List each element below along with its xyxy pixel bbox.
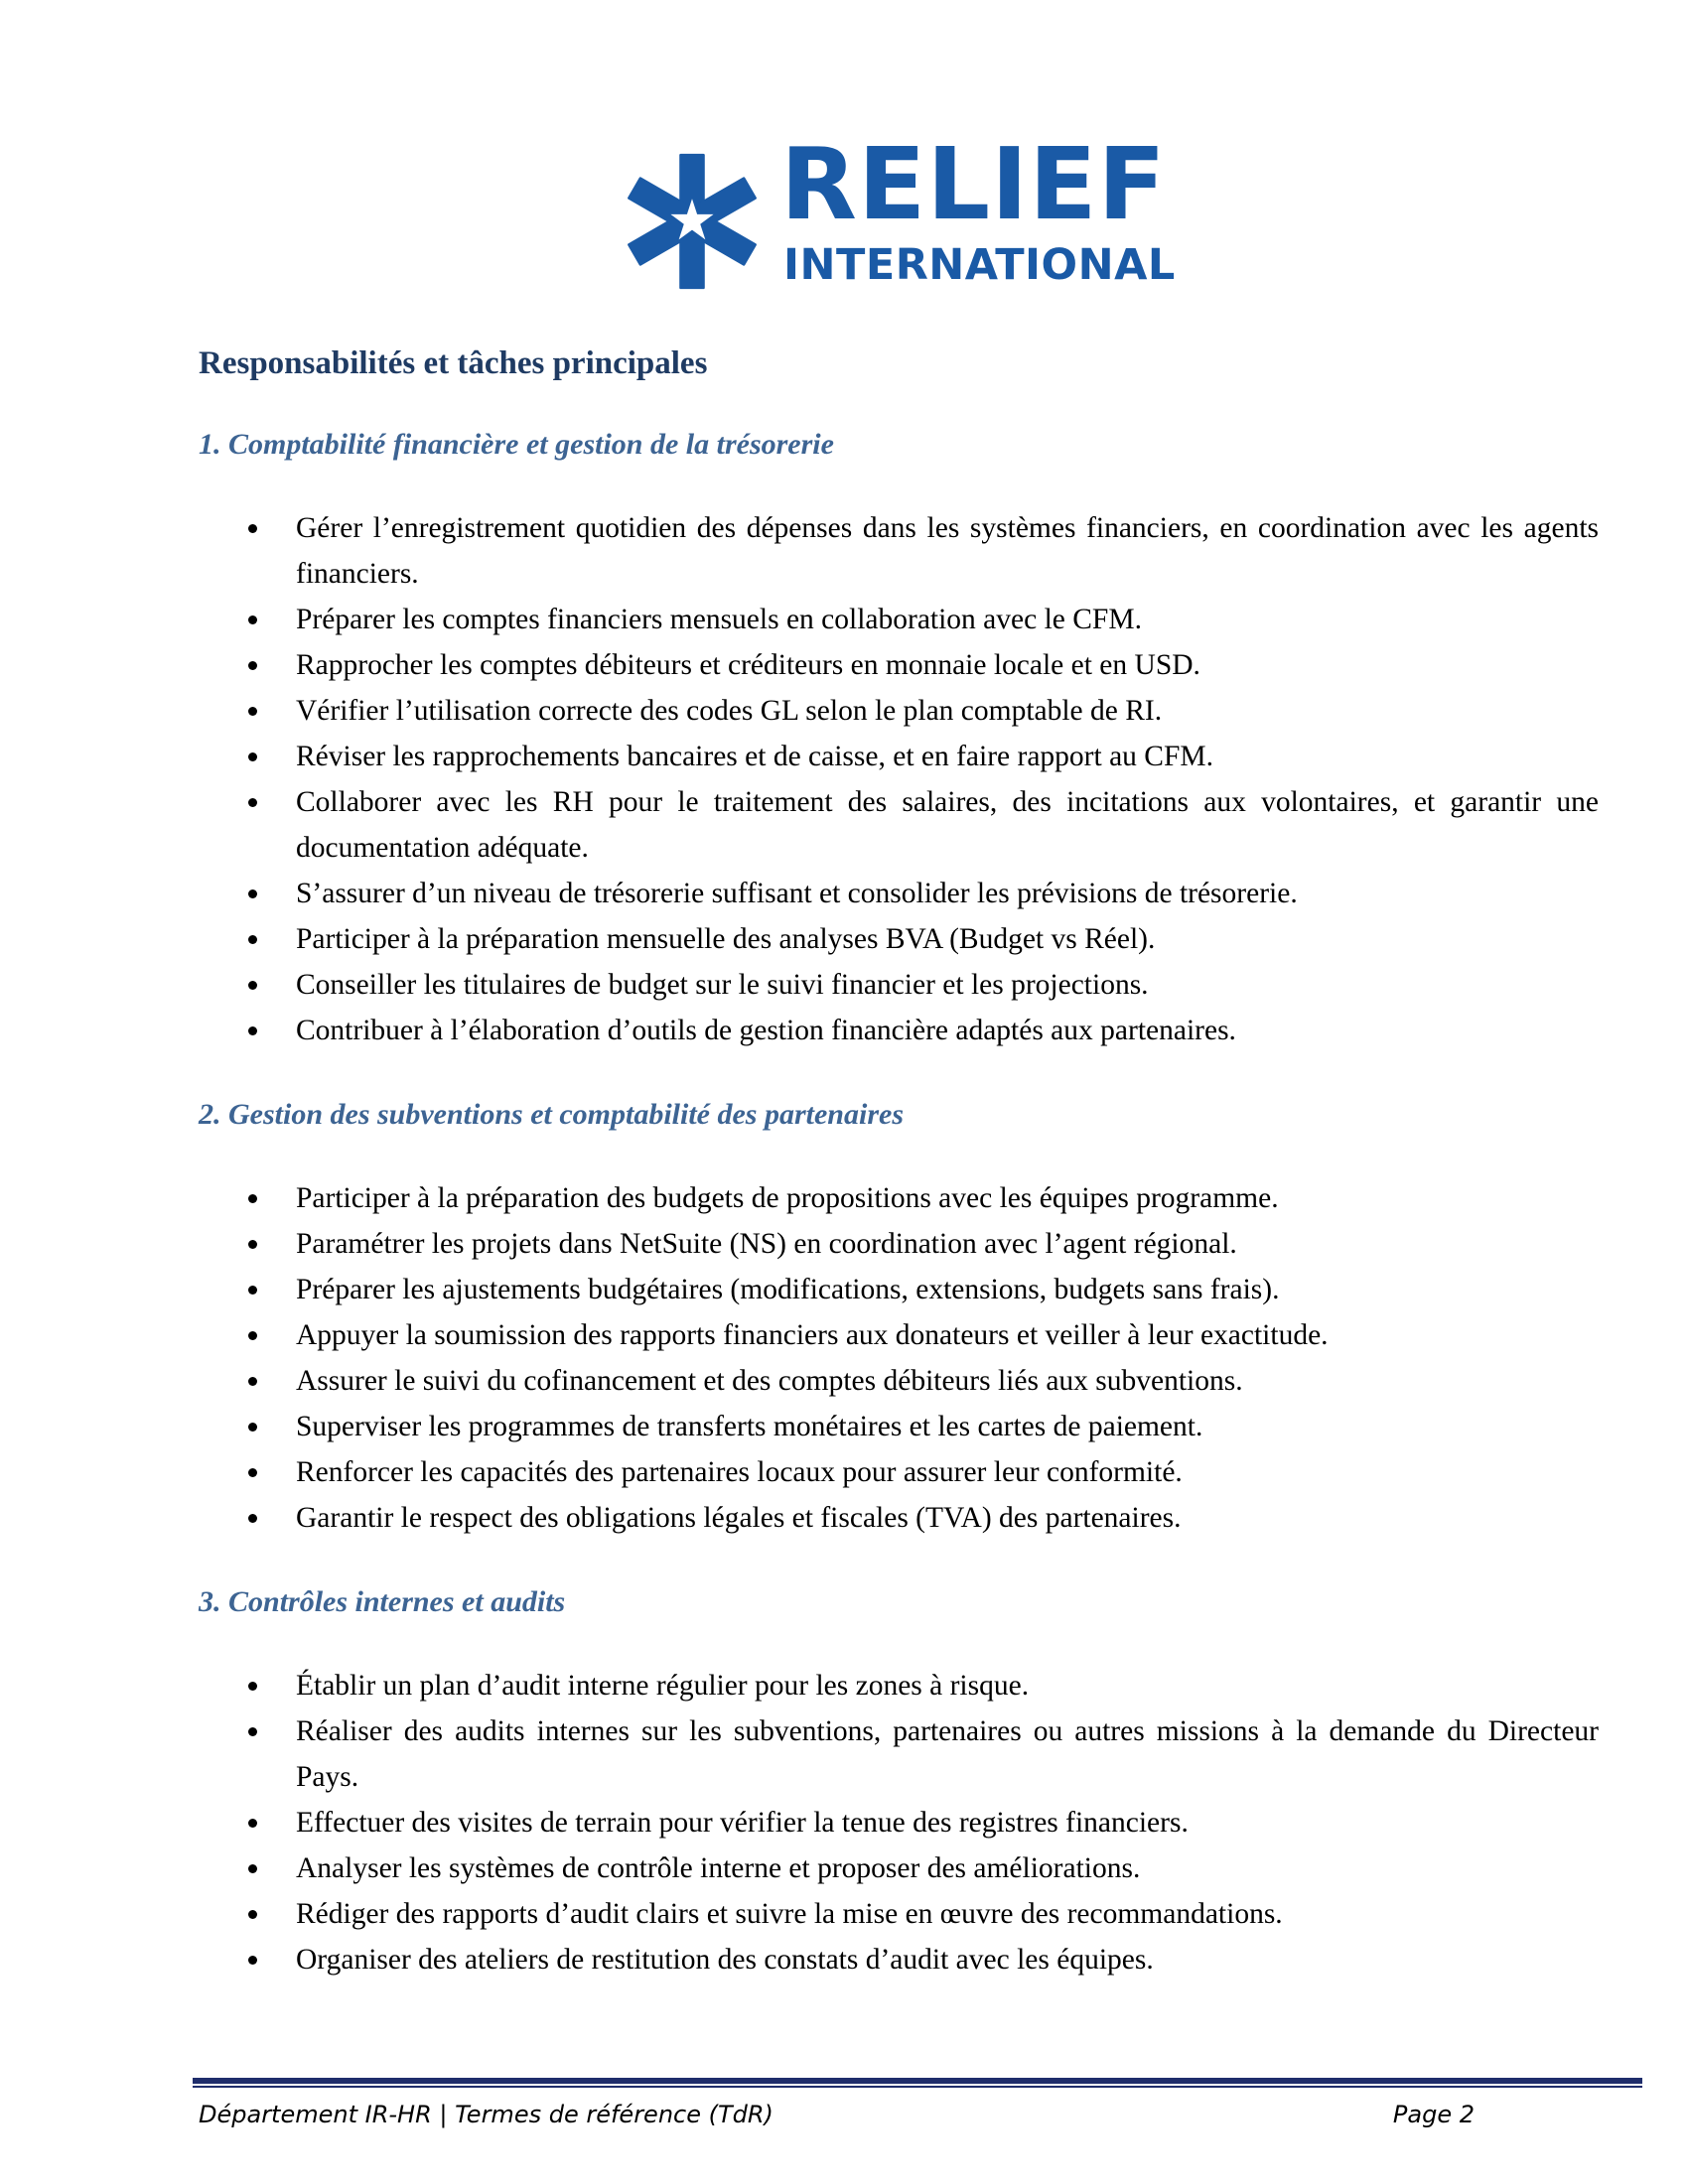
bullet-dot-icon (248, 661, 257, 670)
bullet-dot-icon (248, 1910, 257, 1919)
bullet-text: Vérifier l’utilisation correcte des codes GL selon le plan comptable de RI. (296, 694, 1163, 727)
page-title: Responsabilités et tâches principales (199, 345, 708, 381)
bullet-list (199, 1663, 1599, 1982)
bullet-dot-icon (248, 798, 257, 807)
footer-divider-thin-line (193, 2086, 1642, 2088)
bullet-text: Établir un plan d’audit interne régulier pour les zones à risque. (296, 1669, 1030, 1702)
bullet-dot-icon (248, 889, 257, 898)
bullet-text: Réviser les rapprochements bancaires et de caisse, et en faire rapport au CFM. (296, 740, 1213, 772)
bullet-item (199, 1845, 1599, 1891)
bullet-item (199, 1008, 1599, 1053)
bullet-item (199, 1891, 1599, 1937)
bullet-item (199, 1175, 1599, 1221)
bullet-dot-icon (248, 524, 257, 533)
logo-brand-text: RELIEF (780, 126, 1167, 242)
bullet-dot-icon (248, 1468, 257, 1477)
bullet-text: Organiser des ateliers de restitution des constats d’audit avec les équipes. (296, 1943, 1154, 1976)
bullet-text: Effectuer des visites de terrain pour vérifier la tenue des registres financiers. (296, 1806, 1189, 1839)
bullet-dot-icon (248, 752, 257, 761)
bullet-list (199, 1175, 1599, 1541)
bullet-dot-icon (248, 1682, 257, 1691)
bullet-dot-icon (248, 1286, 257, 1295)
bullet-item (199, 962, 1599, 1008)
bullet-item (199, 1221, 1599, 1267)
bullet-text: Participer à la préparation mensuelle des analyses BVA (Budget vs Réel). (296, 922, 1156, 955)
bullet-item (199, 1312, 1599, 1358)
bullet-text: Collaborer avec les RH pour le traitement des salaires, des incitations aux volontaires, et garantir une documentation adéquate. (296, 785, 1599, 864)
bullet-dot-icon (248, 615, 257, 624)
bullet-list (199, 505, 1599, 1053)
footer (199, 2101, 1475, 2128)
bullet-item (199, 1708, 1599, 1800)
bullet-dot-icon (248, 1514, 257, 1523)
bullet-item (199, 688, 1599, 734)
bullet-dot-icon (248, 1423, 257, 1432)
bullet-item (199, 871, 1599, 916)
bullet-dot-icon (248, 981, 257, 990)
bullet-dot-icon (248, 1377, 257, 1386)
bullet-text: Paramétrer les projets dans NetSuite (NS) en coordination avec l’agent régional. (296, 1227, 1237, 1260)
bullet-text: Renforcer les capacités des partenaires locaux pour assurer leur conformité. (296, 1455, 1183, 1488)
bullet-item (199, 1267, 1599, 1312)
bullet-text: Préparer les comptes financiers mensuels en collaboration avec le CFM. (296, 603, 1142, 635)
bullet-item (199, 1404, 1599, 1449)
bullet-item (199, 597, 1599, 642)
relief-international-logo (622, 126, 1178, 298)
document-body (199, 342, 1599, 2024)
section-heading: 3. Contrôles internes et audits (199, 1584, 566, 1618)
bullet-dot-icon (248, 707, 257, 716)
bullet-text: Rédiger des rapports d’audit clairs et suivre la mise en œuvre des recommandations. (296, 1897, 1283, 1930)
bullet-text: Gérer l’enregistrement quotidien des dépenses dans les systèmes financiers, en coordination avec les agents financiers. (296, 511, 1599, 590)
footer-document-label: Département IR-HR | Termes de référence (TdR) (199, 2101, 774, 2128)
bullet-text: Superviser les programmes de transferts monétaires et les cartes de paiement. (296, 1410, 1203, 1442)
bullet-item (199, 734, 1599, 779)
sections-container (199, 425, 1599, 1982)
bullet-item (199, 505, 1599, 597)
bullet-dot-icon (248, 1819, 257, 1828)
bullet-dot-icon (248, 1194, 257, 1203)
bullet-text: Préparer les ajustements budgétaires (modifications, extensions, budgets sans frais). (296, 1273, 1280, 1305)
bullet-dot-icon (248, 1727, 257, 1736)
bullet-text: Rapprocher les comptes débiteurs et créditeurs en monnaie locale et en USD. (296, 648, 1200, 681)
bullet-item (199, 779, 1599, 871)
bullet-item (199, 1937, 1599, 1982)
bullet-text: Participer à la préparation des budgets de propositions avec les équipes programme. (296, 1181, 1279, 1214)
bullet-item (199, 1495, 1599, 1541)
bullet-text: Analyser les systèmes de contrôle interne et proposer des améliorations. (296, 1851, 1141, 1884)
logo-subtitle-text: INTERNATIONAL (783, 240, 1176, 290)
bullet-item (199, 916, 1599, 962)
footer-page-number: Page 2 (1392, 2101, 1475, 2128)
bullet-item (199, 1358, 1599, 1404)
star-of-life-icon (622, 151, 763, 292)
section-heading: 1. Comptabilité financière et gestion de la trésorerie (199, 427, 834, 461)
section-heading: 2. Gestion des subventions et comptabilité des partenaires (199, 1097, 904, 1131)
bullet-text: Assurer le suivi du cofinancement et des comptes débiteurs liés aux subventions. (296, 1364, 1243, 1397)
bullet-dot-icon (248, 1864, 257, 1873)
bullet-item (199, 1449, 1599, 1495)
bullet-item (199, 1800, 1599, 1845)
bullet-dot-icon (248, 1956, 257, 1965)
bullet-text: Contribuer à l’élaboration d’outils de gestion financière adaptés aux partenaires. (296, 1014, 1236, 1046)
bullet-item (199, 642, 1599, 688)
bullet-dot-icon (248, 935, 257, 944)
bullet-text: Conseiller les titulaires de budget sur le suivi financier et les projections. (296, 968, 1149, 1001)
bullet-text: Réaliser des audits internes sur les subventions, partenaires ou autres missions à la demande du Directeur Pays. (296, 1714, 1599, 1793)
bullet-dot-icon (248, 1331, 257, 1340)
bullet-dot-icon (248, 1026, 257, 1035)
bullet-text: S’assurer d’un niveau de trésorerie suffisant et consolider les prévisions de trésorerie. (296, 877, 1298, 909)
bullet-text: Appuyer la soumission des rapports financiers aux donateurs et veiller à leur exactitude. (296, 1318, 1329, 1351)
bullet-text: Garantir le respect des obligations légales et fiscales (TVA) des partenaires. (296, 1501, 1182, 1534)
bullet-item (199, 1663, 1599, 1708)
footer-divider (193, 2078, 1642, 2088)
bullet-dot-icon (248, 1240, 257, 1249)
